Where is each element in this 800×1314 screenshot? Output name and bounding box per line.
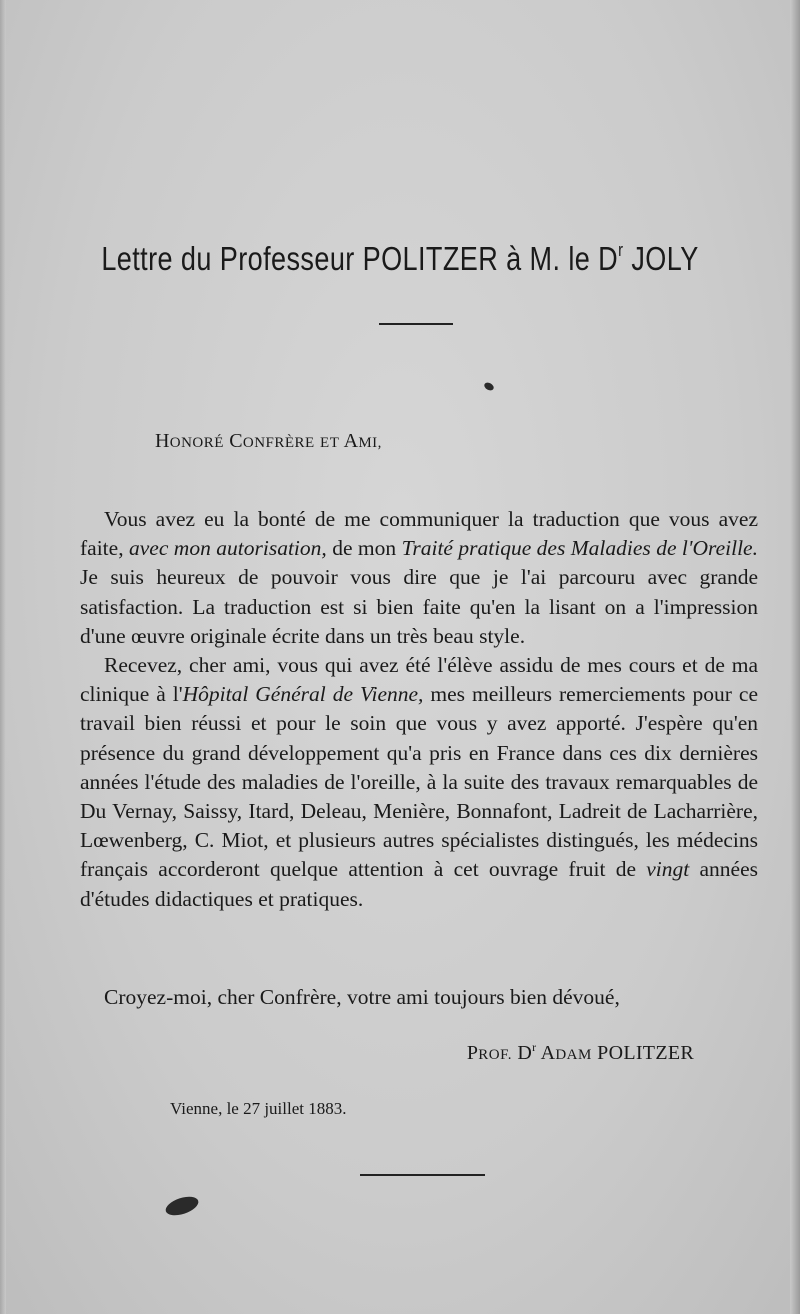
- bottom-divider: [360, 1174, 485, 1176]
- title-prefix: Lettre du Professeur POLITZER à M. le D: [101, 240, 619, 277]
- italic-run: avec mon autorisation,: [129, 536, 327, 561]
- letter-title: [72, 240, 728, 278]
- signature-initial: A: [540, 1042, 556, 1064]
- text-run: Recevez, cher ami, vous qui avez été l'élève assidu de mes cours et de ma clinique à l': [80, 653, 758, 707]
- italic-run: Traité pratique des Maladies de l'Oreille.: [401, 536, 758, 561]
- date-line: Vienne, le 27 juillet 1883.: [170, 1099, 347, 1118]
- paragraph-1: [80, 505, 758, 651]
- ink-speck: [483, 381, 495, 392]
- title-superscript: r: [618, 240, 624, 260]
- salutation-word: MI,: [358, 435, 382, 451]
- letter-body: [80, 505, 758, 914]
- ink-blot: [163, 1193, 200, 1219]
- salutation-initial: A: [343, 430, 359, 452]
- salutation-word: ET: [320, 435, 340, 451]
- salutation-initial: H: [155, 430, 170, 452]
- text-run: Je suis heureux de pouvoir vous dire que je l'ai parcouru avec grande satisfaction. La traduction est si bien faite qu'en la lisant on a l'impression d'une œuvre originale écrite dans un très beau style.: [80, 565, 758, 648]
- paragraph-2: [80, 651, 758, 914]
- text-run: Vous avez eu la bonté de me communiquer la traduction que vous avez faite,: [80, 507, 758, 561]
- signature-word: DAM: [555, 1047, 592, 1063]
- salutation-initial: C: [229, 430, 243, 452]
- closing-line: Croyez-moi, cher Confrère, votre ami toujours bien dévoué,: [104, 985, 620, 1009]
- text-run: mes meilleurs remerciements pour ce travail bien réussi et pour le soin que vous y avez apporté. J'espère qu'en présence du grand développement qu'a pris en France dans ces dix dernières années l'étude des maladies de l'oreille, à la suite des travaux remarquables de Du Vernay, Saissy, Itard, Deleau, Menière, Bonnafont, Ladreit de Lacharrière, Lœwenberg, C. Miot, et plusieurs autres spécialistes distingués, les médecins français accorderont quelque attention à cet ouvrage fruit de: [80, 682, 758, 882]
- page-edge-left: [0, 0, 6, 1314]
- top-divider: [379, 323, 453, 325]
- signature-superscript: r: [532, 1040, 537, 1054]
- salutation-word: ONORÉ: [169, 435, 224, 451]
- salutation: [155, 430, 382, 453]
- text-run: de mon: [326, 536, 402, 561]
- italic-run: Hôpital Général de Vienne,: [182, 682, 424, 707]
- signature-word: ROF.: [478, 1047, 513, 1063]
- italic-run: vingt: [646, 857, 690, 882]
- text-run: années d'études didactiques et pratiques.: [80, 857, 758, 911]
- signature-word: D: [517, 1042, 533, 1064]
- signature-surname: POLITZER: [597, 1042, 694, 1064]
- salutation-word: ONFRÈRE: [242, 435, 315, 451]
- signature-initial: P: [466, 1042, 479, 1064]
- title-suffix: JOLY: [623, 240, 699, 277]
- page-edge-right: [790, 0, 800, 1314]
- signature: [467, 1040, 694, 1065]
